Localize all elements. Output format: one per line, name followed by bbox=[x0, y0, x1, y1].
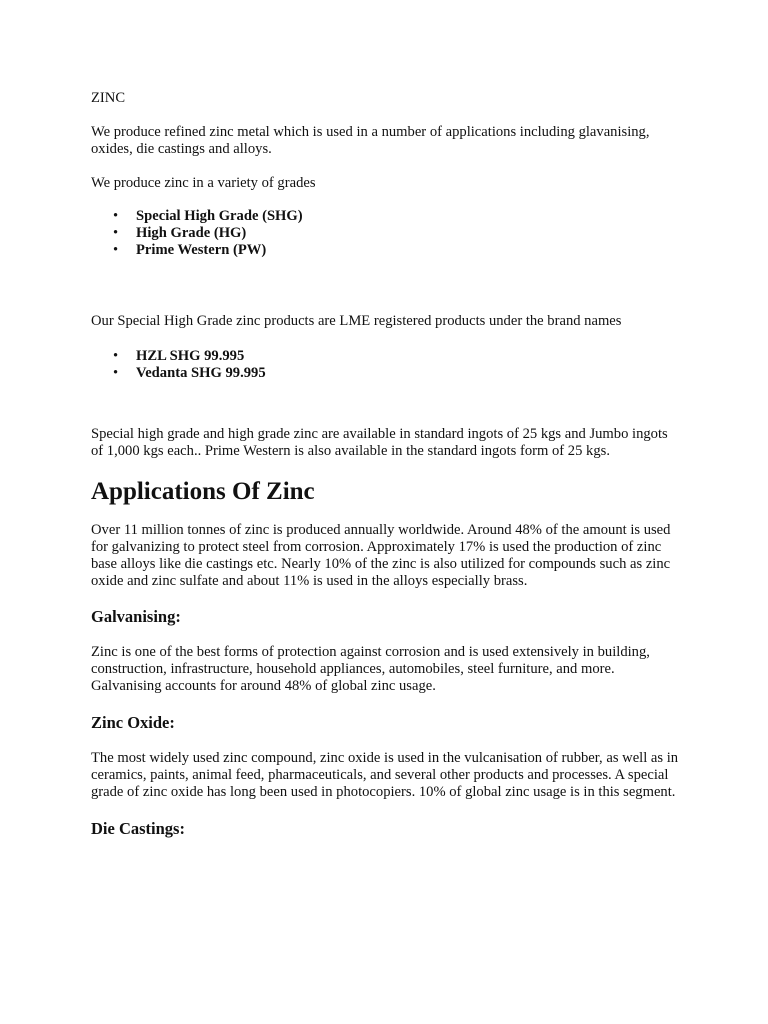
bullet-icon: • bbox=[113, 348, 119, 364]
grades-intro: We produce zinc in a variety of grades bbox=[91, 175, 316, 191]
galvanising-paragraph: Zinc is one of the best forms of protection against corrosion and is used extensively in building, construction, infrastructure, household appliances, automobiles, steel furniture, and more. Galvanising accounts for around 48% of global zinc usage. bbox=[91, 644, 650, 694]
document-body bbox=[91, 90, 681, 839]
grades-list bbox=[91, 208, 681, 259]
grade-item bbox=[91, 242, 681, 259]
intro-paragraph: We produce refined zinc metal which is used in a number of applications including glavanising, oxides, die castings and alloys. bbox=[91, 124, 650, 157]
grade-label: Special High Grade (SHG) bbox=[136, 208, 303, 224]
bullet-icon: • bbox=[113, 242, 119, 258]
availability-paragraph: Special high grade and high grade zinc are available in standard ingots of 25 kgs and Jumbo ingots of 1,000 kgs each.. Prime Western is also available in the standard ingots form of 25 kgs. bbox=[91, 426, 668, 459]
die-castings-heading: Die Castings: bbox=[91, 819, 185, 838]
bullet-icon: • bbox=[113, 365, 119, 381]
brand-label: Vedanta SHG 99.995 bbox=[136, 365, 266, 381]
applications-heading: Applications Of Zinc bbox=[91, 478, 315, 505]
grade-item bbox=[91, 208, 681, 225]
brand-label: HZL SHG 99.995 bbox=[136, 348, 245, 364]
bullet-icon: • bbox=[113, 208, 119, 224]
zinc-oxide-paragraph: The most widely used zinc compound, zinc oxide is used in the vulcanisation of rubber, as well as in ceramics, paints, animal feed, pharmaceuticals, and several other products and processes. A special grade of zinc oxide has long been used in photocopiers. 10% of global zinc usage is in this segment. bbox=[91, 750, 679, 800]
brand-item bbox=[91, 365, 681, 382]
applications-intro: Over 11 million tonnes of zinc is produced annually worldwide. Around 48% of the amount is used for galvanizing to protect steel from corrosion. Approximately 17% is used the production of zinc base alloys like die castings etc. Nearly 10% of the zinc is also utilized for compounds such as zinc oxide and zinc sulfate and about 11% is used in the alloys especially brass. bbox=[91, 522, 671, 589]
zinc-oxide-heading: Zinc Oxide: bbox=[91, 713, 175, 732]
document-title: ZINC bbox=[91, 90, 126, 106]
bullet-icon: • bbox=[113, 225, 119, 241]
brands-intro: Our Special High Grade zinc products are LME registered products under the brand names bbox=[91, 313, 622, 329]
grade-item bbox=[91, 225, 681, 242]
grade-label: High Grade (HG) bbox=[136, 225, 247, 241]
grade-label: Prime Western (PW) bbox=[136, 242, 267, 258]
brand-item bbox=[91, 348, 681, 365]
galvanising-heading: Galvanising: bbox=[91, 607, 181, 626]
brands-list bbox=[91, 348, 681, 382]
